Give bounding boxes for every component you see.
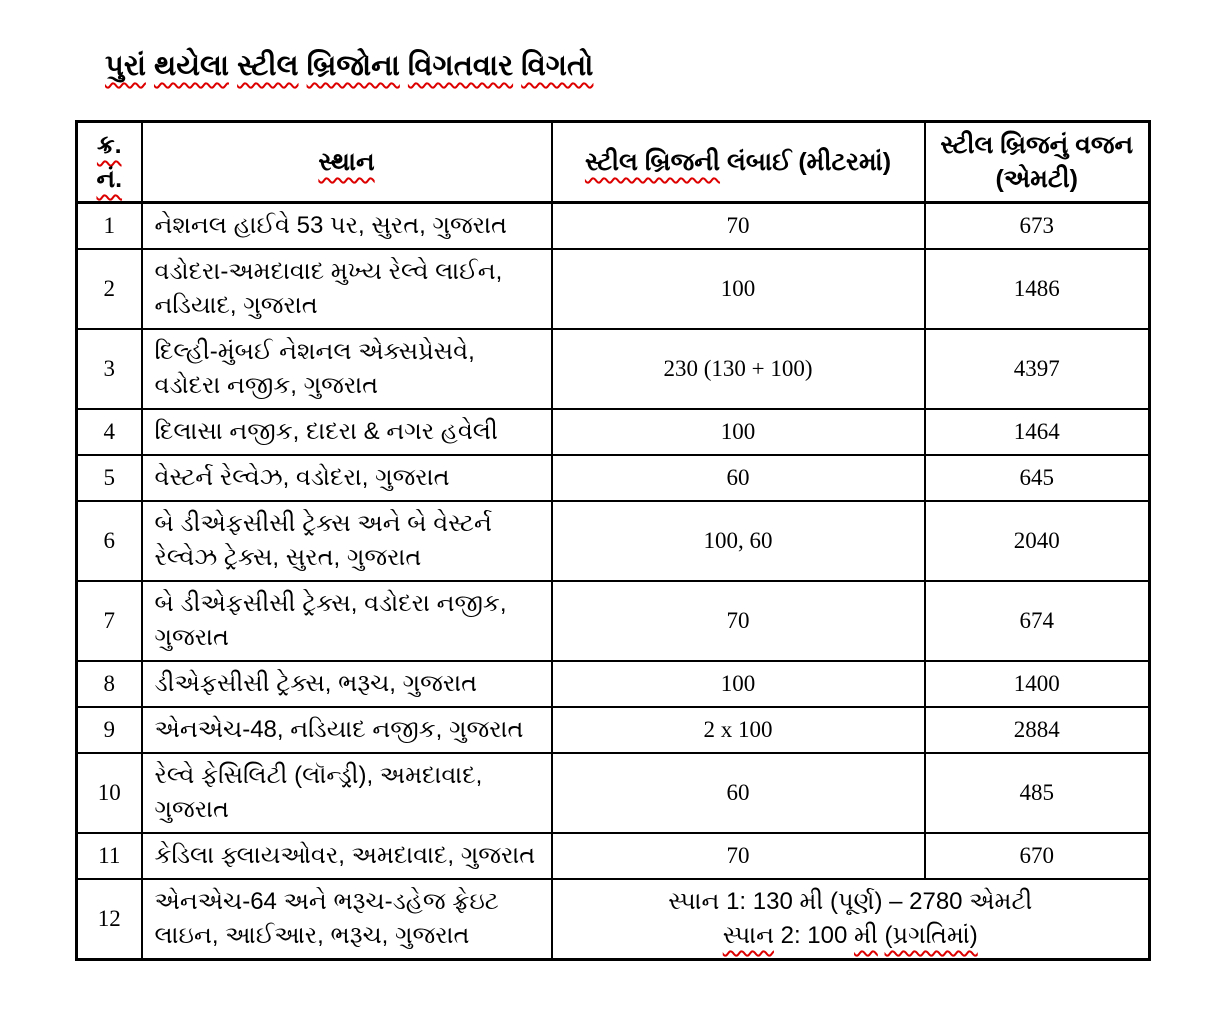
merged-span-line: સ્પાન 2: 100 મી (પ્રગતિમાં) bbox=[722, 922, 978, 949]
weight-cell: 1400 bbox=[925, 661, 1150, 707]
header-row bbox=[77, 122, 1150, 203]
header-weight bbox=[925, 122, 1150, 203]
location-cell: દિલ્હી-મુંબઈ નેશનલ એક્સપ્રેસવે, વડોદરા નજીક, ગુજરાત bbox=[142, 329, 552, 409]
table-row bbox=[77, 833, 1150, 879]
header-length bbox=[552, 122, 925, 203]
table-row bbox=[77, 409, 1150, 455]
serial-cell: 6 bbox=[77, 501, 142, 581]
serial-cell: 8 bbox=[77, 661, 142, 707]
table-row bbox=[77, 753, 1150, 833]
header-location bbox=[142, 122, 552, 203]
table-row bbox=[77, 879, 1150, 960]
header-serial bbox=[77, 122, 142, 203]
length-cell: 100 bbox=[552, 249, 925, 329]
location-cell: રેલ્વે ફેસિલિટી (લૉન્ડ્રી), અમદાવાદ, ગુજરાત bbox=[142, 753, 552, 833]
weight-cell: 2884 bbox=[925, 707, 1150, 753]
title-word: વિગતો bbox=[521, 50, 594, 82]
length-cell: 70 bbox=[552, 833, 925, 879]
header-length-rest: લંબાઈ (મીટરમાં) bbox=[727, 148, 892, 176]
serial-cell: 12 bbox=[77, 879, 142, 960]
table-row bbox=[77, 501, 1150, 581]
table-row bbox=[77, 329, 1150, 409]
title-word: બ્રિજોના bbox=[306, 50, 400, 82]
header-serial-line1: ક્ર. bbox=[96, 131, 122, 159]
header-weight-line1: સ્ટીલ બ્રિજનું વજન bbox=[940, 131, 1134, 159]
length-cell: 2 x 100 bbox=[552, 707, 925, 753]
table-row bbox=[77, 455, 1150, 501]
table-body bbox=[77, 203, 1150, 960]
weight-cell: 2040 bbox=[925, 501, 1150, 581]
merged-span-line: સ્પાન 1: 130 મી (પૂર્ણ) – 2780 એમટી bbox=[668, 888, 1033, 915]
weight-cell: 1464 bbox=[925, 409, 1150, 455]
location-cell: એનએચ-48, નડિયાદ નજીક, ગુજરાત bbox=[142, 707, 552, 753]
serial-cell: 9 bbox=[77, 707, 142, 753]
location-cell: કેડિલા ફ્લાયઓવર, અમદાવાદ, ગુજરાત bbox=[142, 833, 552, 879]
weight-cell: 674 bbox=[925, 581, 1150, 661]
serial-cell: 11 bbox=[77, 833, 142, 879]
serial-cell: 2 bbox=[77, 249, 142, 329]
weight-cell: 1486 bbox=[925, 249, 1150, 329]
length-cell: 100 bbox=[552, 661, 925, 707]
serial-cell: 10 bbox=[77, 753, 142, 833]
location-cell: બે ડીએફસીસી ટ્રેક્સ, વડોદરા નજીક, ગુજરાત bbox=[142, 581, 552, 661]
header-length-flagged: સ્ટીલ બ્રિજની bbox=[584, 148, 721, 176]
length-cell: 100, 60 bbox=[552, 501, 925, 581]
length-cell: 230 (130 + 100) bbox=[552, 329, 925, 409]
header-location-label: સ્થાન bbox=[318, 148, 375, 176]
location-cell: વડોદરા-અમદાવાદ મુખ્ય રેલ્વે લાઈન, નડિયાદ, ગુજરાત bbox=[142, 249, 552, 329]
serial-cell: 1 bbox=[77, 203, 142, 250]
weight-cell: 4397 bbox=[925, 329, 1150, 409]
location-cell: એનએચ-64 અને ભરૂચ-ડહેજ ફ્રેઇટ લાઇન, આઈઆર, ભરૂચ, ગુજરાત bbox=[142, 879, 552, 960]
location-cell: ડીએફસીસી ટ્રેક્સ, ભરૂચ, ગુજરાત bbox=[142, 661, 552, 707]
weight-cell: 670 bbox=[925, 833, 1150, 879]
length-cell: 60 bbox=[552, 455, 925, 501]
weight-cell: 673 bbox=[925, 203, 1150, 250]
merged-span-cell bbox=[552, 879, 1150, 960]
header-weight-line2: (એમટી) bbox=[995, 165, 1078, 193]
table-row bbox=[77, 707, 1150, 753]
serial-cell: 3 bbox=[77, 329, 142, 409]
header-serial-line2: નં. bbox=[96, 165, 123, 193]
page-title bbox=[105, 46, 1212, 86]
table-row bbox=[77, 249, 1150, 329]
title-word: સ્ટીલ bbox=[237, 50, 299, 82]
title-word: થયેલા bbox=[153, 50, 230, 82]
serial-cell: 7 bbox=[77, 581, 142, 661]
serial-cell: 5 bbox=[77, 455, 142, 501]
location-cell: દિલાસા નજીક, દાદરા & નગર હવેલી bbox=[142, 409, 552, 455]
serial-cell: 4 bbox=[77, 409, 142, 455]
title-word: વિગતવાર bbox=[407, 50, 514, 82]
length-cell: 70 bbox=[552, 203, 925, 250]
length-cell: 100 bbox=[552, 409, 925, 455]
bridges-table bbox=[75, 120, 1151, 961]
length-cell: 60 bbox=[552, 753, 925, 833]
table-row bbox=[77, 661, 1150, 707]
weight-cell: 485 bbox=[925, 753, 1150, 833]
table-row bbox=[77, 581, 1150, 661]
table-row bbox=[77, 203, 1150, 250]
length-cell: 70 bbox=[552, 581, 925, 661]
title-word: પુરાં bbox=[105, 50, 146, 82]
weight-cell: 645 bbox=[925, 455, 1150, 501]
location-cell: વેસ્ટર્ન રેલ્વેઝ, વડોદરા, ગુજરાત bbox=[142, 455, 552, 501]
location-cell: બે ડીએફસીસી ટ્રેક્સ અને બે વેસ્ટર્ન રેલ્વેઝ ટ્રેક્સ, સુરત, ગુજરાત bbox=[142, 501, 552, 581]
location-cell: નેશનલ હાઈવે 53 પર, સુરત, ગુજરાત bbox=[142, 203, 552, 250]
